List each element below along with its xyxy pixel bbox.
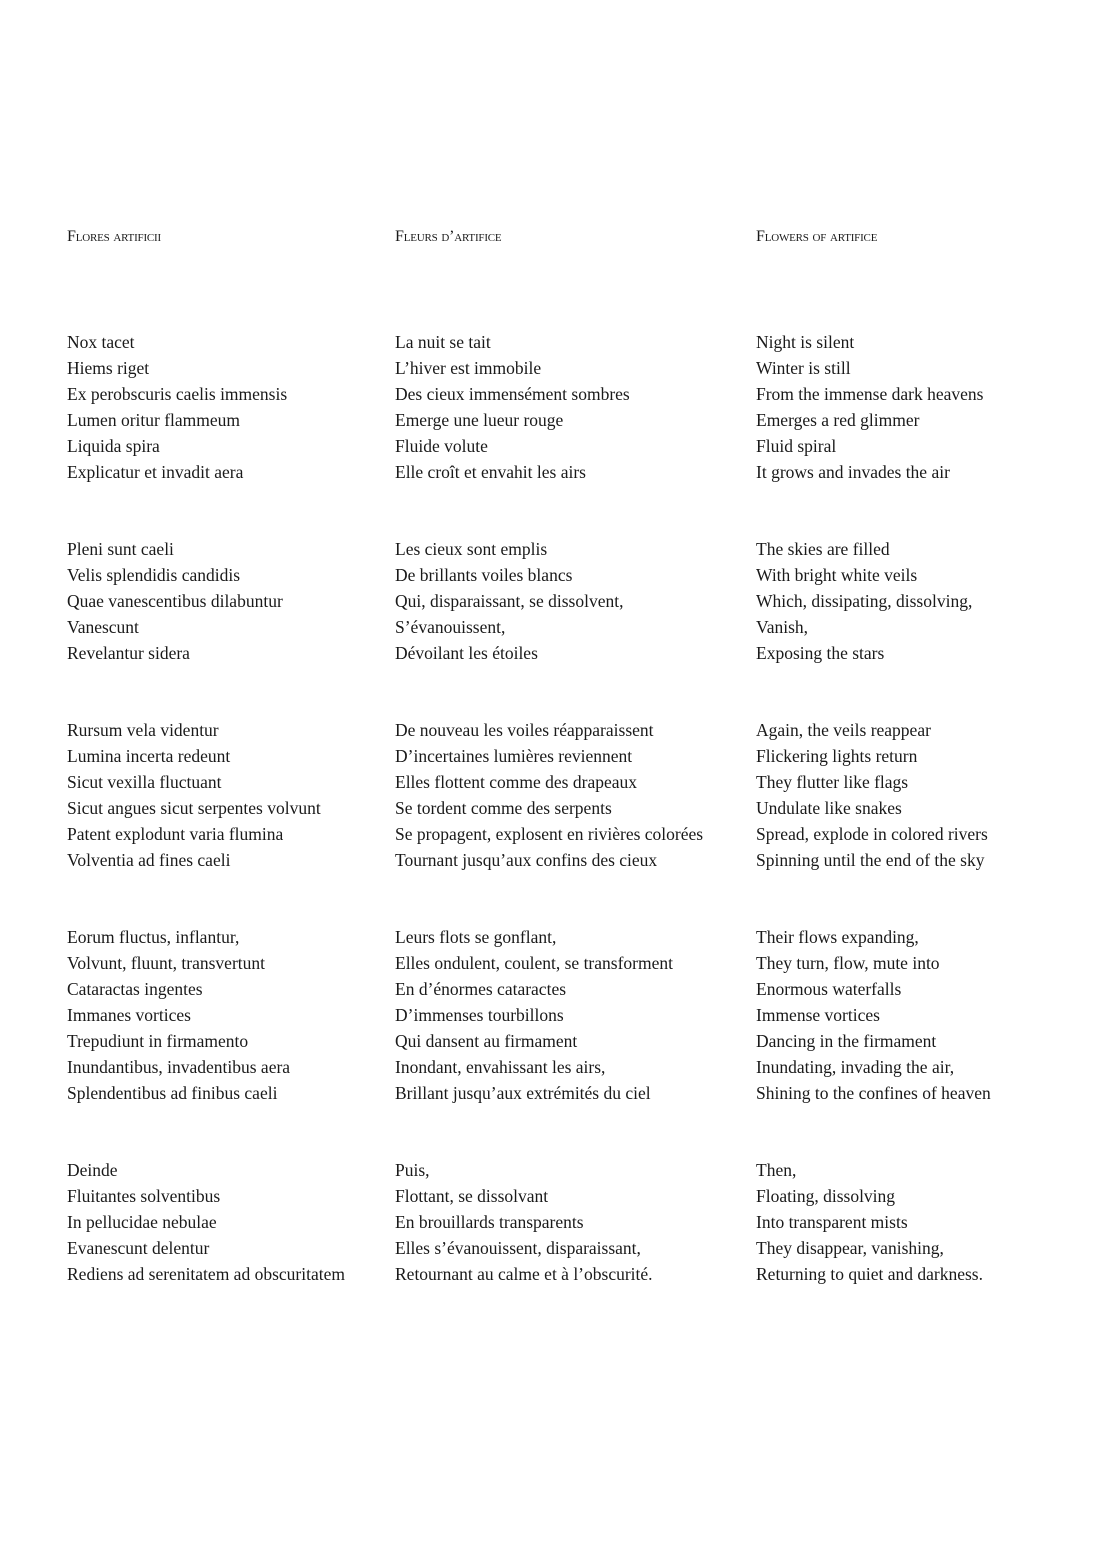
- latin-stanza: [67, 924, 427, 1106]
- verse-line: Dancing in the firmament: [756, 1031, 937, 1051]
- verse-line: Floating, dissolving: [756, 1186, 896, 1206]
- verse-line: Vanescunt: [67, 617, 139, 637]
- verse-line: Hiems riget: [67, 358, 150, 378]
- verse-line: Emerge une lueur rouge: [395, 410, 564, 430]
- verse-line: Shining to the confines of heaven: [756, 1083, 991, 1103]
- english-column: [756, 226, 1086, 1338]
- latin-title: Flores artificii: [67, 228, 161, 245]
- french-column: [395, 226, 755, 1338]
- verse-line: De brillants voiles blancs: [395, 565, 573, 585]
- verse-line: Spread, explode in colored rivers: [756, 824, 988, 844]
- verse-line: Se tordent comme des serpents: [395, 798, 612, 818]
- verse-line: Puis,: [395, 1160, 430, 1180]
- verse-line: Volventia ad fines caeli: [67, 850, 231, 870]
- verse-line: From the immense dark heavens: [756, 384, 984, 404]
- verse-line: Enormous waterfalls: [756, 979, 902, 999]
- verse-line: La nuit se tait: [395, 332, 491, 352]
- latin-stanzas: [67, 329, 427, 1287]
- verse-line: Spinning until the end of the sky: [756, 850, 985, 870]
- verse-line: L’hiver est immobile: [395, 358, 542, 378]
- verse-line: Immanes vortices: [67, 1005, 191, 1025]
- verse-line: Liquida spira: [67, 436, 160, 456]
- verse-line: Retournant au calme et à l’obscurité.: [395, 1264, 653, 1284]
- verse-line: Vanish,: [756, 617, 809, 637]
- french-stanza: [395, 924, 755, 1106]
- verse-line: Which, dissipating, dissolving,: [756, 591, 973, 611]
- verse-line: En d’énormes cataractes: [395, 979, 567, 999]
- english-stanza: [756, 536, 1086, 666]
- verse-line: Inundating, invading the air,: [756, 1057, 955, 1077]
- verse-line: Rursum vela videntur: [67, 720, 219, 740]
- verse-line: Into transparent mists: [756, 1212, 908, 1232]
- verse-line: Leurs flots se gonflant,: [395, 927, 557, 947]
- verse-line: Revelantur sidera: [67, 643, 190, 663]
- verse-line: Quae vanescentibus dilabuntur: [67, 591, 283, 611]
- verse-line: Eorum fluctus, inflantur,: [67, 927, 240, 947]
- verse-line: Elles ondulent, coulent, se transforment: [395, 953, 673, 973]
- english-title: Flowers of artifice: [756, 228, 878, 245]
- verse-line: Deinde: [67, 1160, 118, 1180]
- verse-line: Trepudiunt in firmamento: [67, 1031, 249, 1051]
- verse-line: Lumen oritur flammeum: [67, 410, 241, 430]
- english-stanza: [756, 924, 1086, 1106]
- verse-line: Patent explodunt varia flumina: [67, 824, 284, 844]
- french-stanza: [395, 536, 755, 666]
- verse-line: Sicut angues sicut serpentes volvunt: [67, 798, 321, 818]
- verse-line: Night is silent: [756, 332, 855, 352]
- verse-line: Then,: [756, 1160, 797, 1180]
- english-stanza: [756, 1157, 1086, 1287]
- verse-line: S’évanouissent,: [395, 617, 506, 637]
- verse-line: They disappear, vanishing,: [756, 1238, 944, 1258]
- verse-line: Inondant, envahissant les airs,: [395, 1057, 606, 1077]
- verse-line: Tournant jusqu’aux confins des cieux: [395, 850, 658, 870]
- verse-line: Immense vortices: [756, 1005, 880, 1025]
- verse-line: Qui dansent au firmament: [395, 1031, 578, 1051]
- verse-line: Fluid spiral: [756, 436, 837, 456]
- verse-line: Elle croît et envahit les airs: [395, 462, 586, 482]
- verse-line: Dévoilant les étoiles: [395, 643, 538, 663]
- verse-line: Lumina incerta redeunt: [67, 746, 231, 766]
- verse-line: Fluitantes solventibus: [67, 1186, 221, 1206]
- verse-line: Pleni sunt caeli: [67, 539, 174, 559]
- verse-line: Again, the veils reappear: [756, 720, 931, 740]
- verse-line: D’immenses tourbillons: [395, 1005, 564, 1025]
- verse-line: Brillant jusqu’aux extrémités du ciel: [395, 1083, 651, 1103]
- verse-line: Undulate like snakes: [756, 798, 902, 818]
- english-stanzas: [756, 329, 1086, 1287]
- verse-line: Velis splendidis candidis: [67, 565, 241, 585]
- latin-column: [67, 226, 427, 1338]
- verse-line: In pellucidae nebulae: [67, 1212, 217, 1232]
- verse-line: Cataractas ingentes: [67, 979, 203, 999]
- verse-line: Flottant, se dissolvant: [395, 1186, 549, 1206]
- verse-line: Explicatur et invadit aera: [67, 462, 244, 482]
- verse-line: The skies are filled: [756, 539, 890, 559]
- verse-line: Exposing the stars: [756, 643, 885, 663]
- verse-line: Volvunt, fluunt, transvertunt: [67, 953, 265, 973]
- verse-line: Des cieux immensément sombres: [395, 384, 630, 404]
- verse-line: They turn, flow, mute into: [756, 953, 940, 973]
- verse-line: Winter is still: [756, 358, 851, 378]
- verse-line: D’incertaines lumières reviennent: [395, 746, 633, 766]
- verse-line: It grows and invades the air: [756, 462, 950, 482]
- french-stanza: [395, 717, 755, 873]
- verse-line: Flickering lights return: [756, 746, 918, 766]
- verse-line: Elles flottent comme des drapeaux: [395, 772, 638, 792]
- latin-stanza: [67, 1157, 427, 1287]
- verse-line: They flutter like flags: [756, 772, 909, 792]
- verse-line: Nox tacet: [67, 332, 135, 352]
- verse-line: Ex perobscuris caelis immensis: [67, 384, 288, 404]
- verse-line: With bright white veils: [756, 565, 918, 585]
- french-title: Fleurs d’artifice: [395, 228, 502, 245]
- verse-line: Sicut vexilla fluctuant: [67, 772, 222, 792]
- verse-line: Inundantibus, invadentibus aera: [67, 1057, 291, 1077]
- verse-line: Se propagent, explosent en rivières colorées: [395, 824, 704, 844]
- french-stanzas: [395, 329, 755, 1287]
- english-stanza: [756, 717, 1086, 873]
- french-stanza: [395, 1157, 755, 1287]
- english-stanza: [756, 329, 1086, 485]
- verse-line: Elles s’évanouissent, disparaissant,: [395, 1238, 641, 1258]
- verse-line: Qui, disparaissant, se dissolvent,: [395, 591, 624, 611]
- verse-line: Returning to quiet and darkness.: [756, 1264, 983, 1284]
- verse-line: En brouillards transparents: [395, 1212, 584, 1232]
- verse-line: Les cieux sont emplis: [395, 539, 548, 559]
- french-stanza: [395, 329, 755, 485]
- verse-line: Splendentibus ad finibus caeli: [67, 1083, 278, 1103]
- verse-line: Their flows expanding,: [756, 927, 919, 947]
- verse-line: Emerges a red glimmer: [756, 410, 920, 430]
- latin-stanza: [67, 536, 427, 666]
- latin-stanza: [67, 329, 427, 485]
- verse-line: Fluide volute: [395, 436, 488, 456]
- verse-line: De nouveau les voiles réapparaissent: [395, 720, 654, 740]
- verse-line: Rediens ad serenitatem ad obscuritatem: [67, 1264, 345, 1284]
- latin-stanza: [67, 717, 427, 873]
- verse-line: Evanescunt delentur: [67, 1238, 210, 1258]
